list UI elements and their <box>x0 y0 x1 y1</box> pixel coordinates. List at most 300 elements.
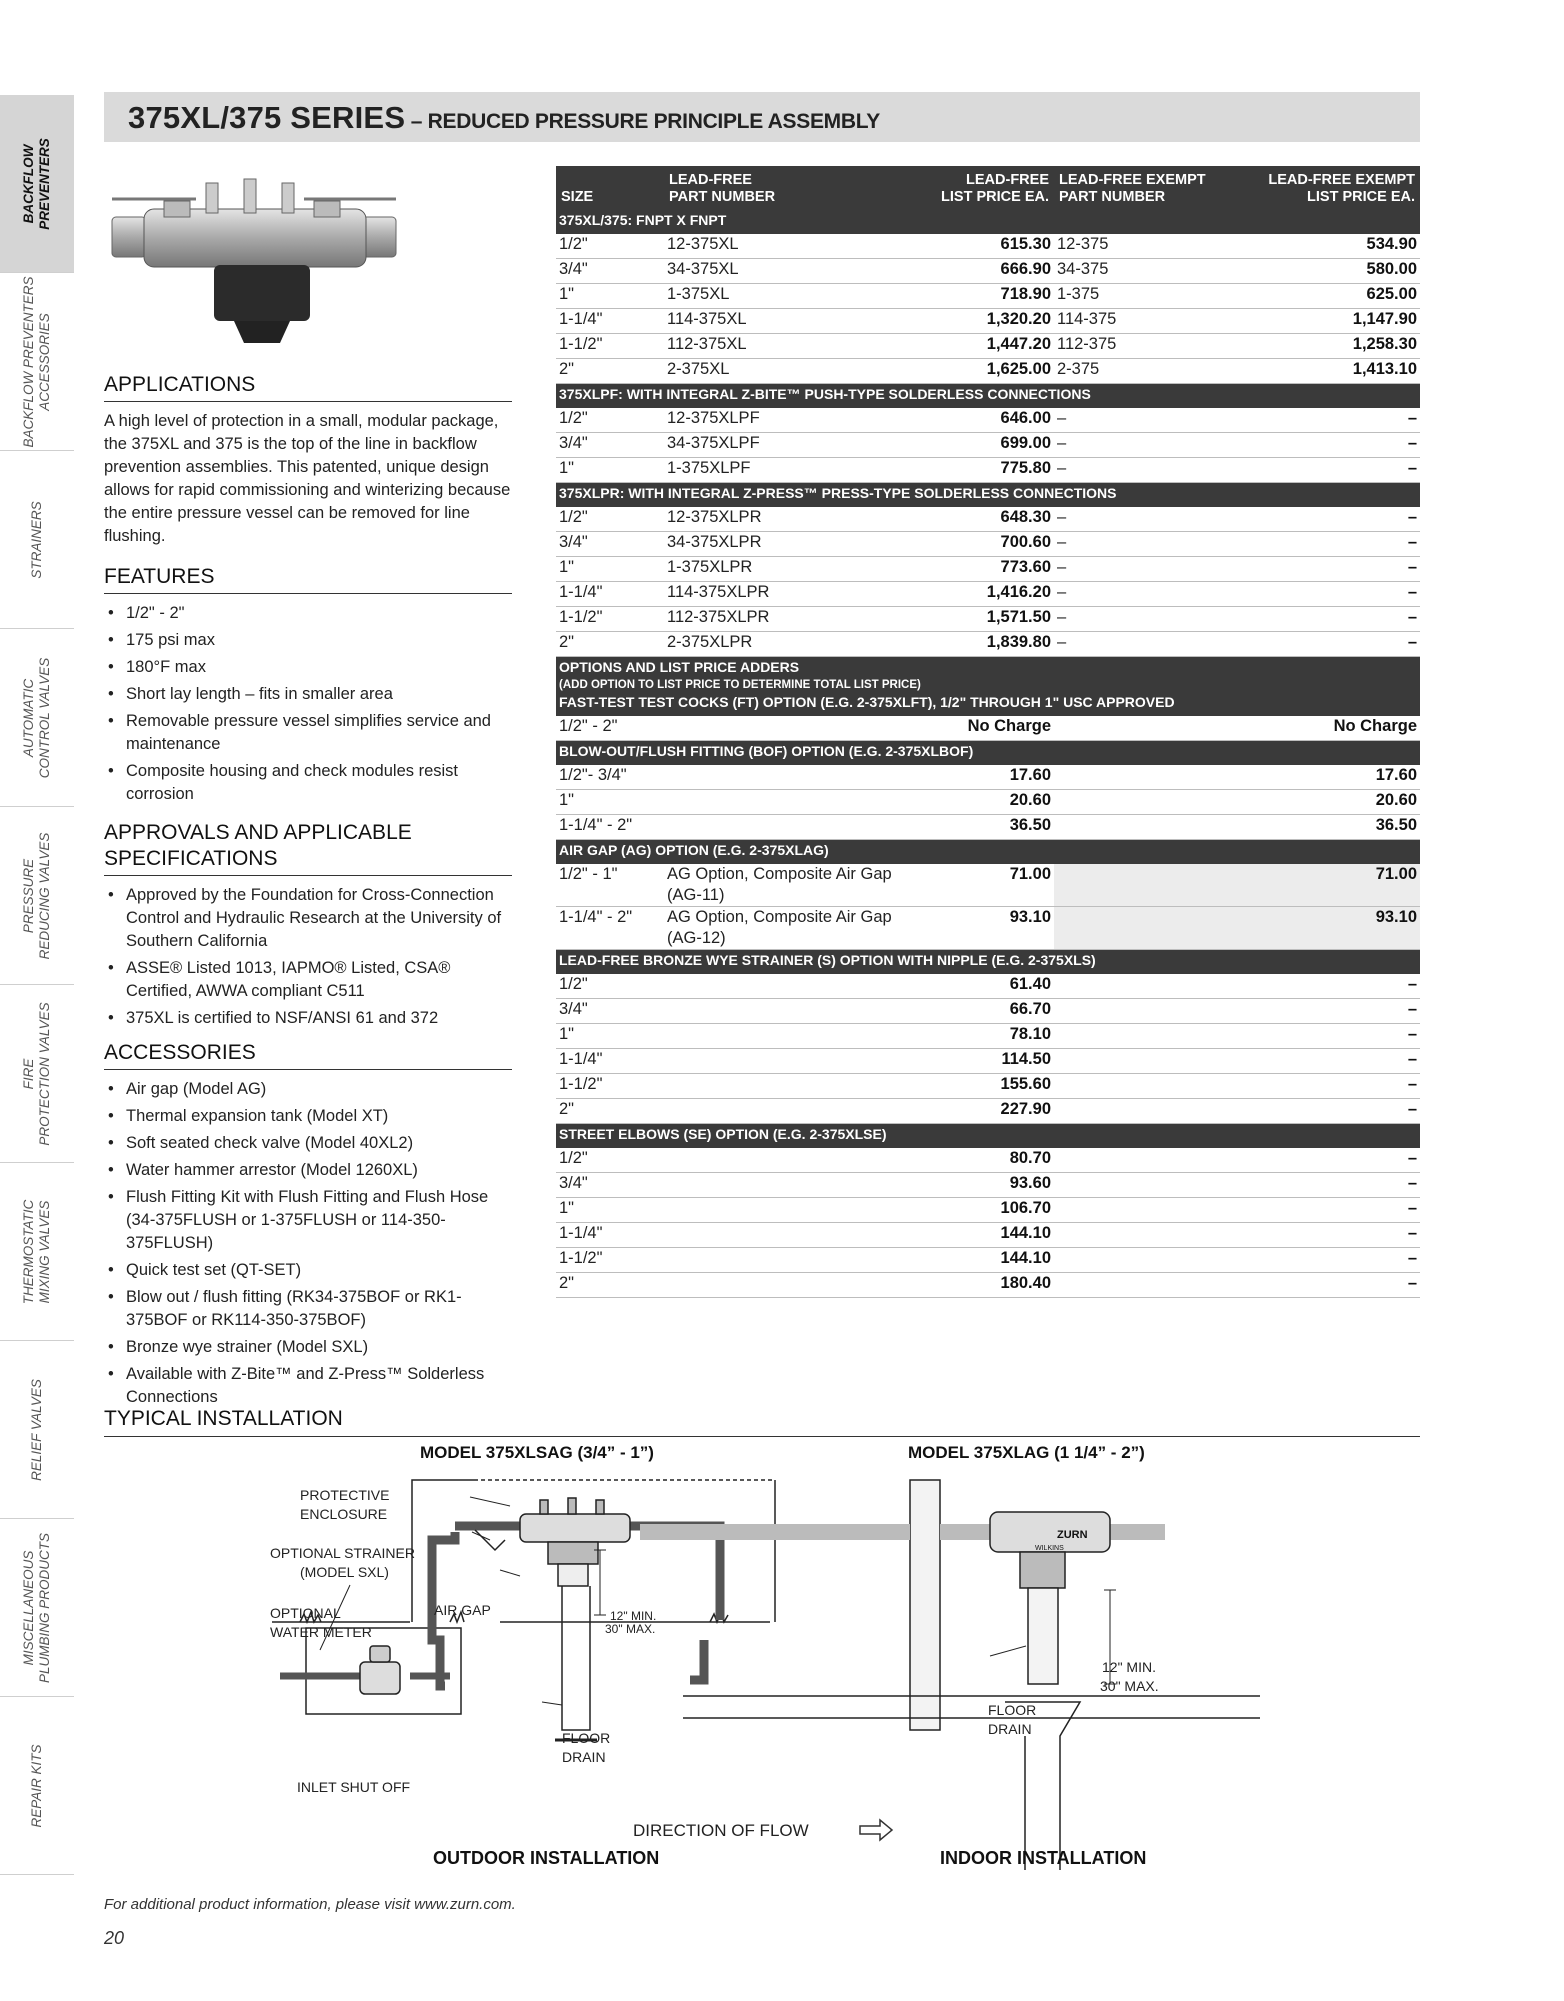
exempt-part-cell: 112-375 <box>1054 334 1224 359</box>
label-air-gap: AIR GAP <box>434 1602 491 1618</box>
feature-item: • 1/2" - 2" <box>104 602 512 625</box>
indoor-relief-valve-icon <box>1020 1552 1065 1588</box>
exempt-price-cell: – <box>1224 507 1420 532</box>
list-price-cell: 155.60 <box>914 1074 1054 1099</box>
option-description-cell <box>664 1099 914 1124</box>
section-title <box>556 950 1420 975</box>
section-title <box>556 384 1420 409</box>
part-number-cell: 112-375XL <box>664 334 914 359</box>
list-price-cell: 61.40 <box>914 974 1054 999</box>
blank-cell <box>1054 999 1224 1024</box>
indoor-air-gap-pipe <box>1028 1588 1058 1684</box>
size-cell: 1/2" <box>556 974 664 999</box>
size-cell: 1/2" <box>556 507 664 532</box>
exempt-price-cell: – <box>1224 433 1420 458</box>
option-row <box>556 765 1420 790</box>
size-cell: 1-1/2" <box>556 334 664 359</box>
accessory-item: • Thermal expansion tank (Model XT) <box>104 1105 512 1128</box>
size-cell: 1" <box>556 1024 664 1049</box>
part-number-cell: 34-375XLPR <box>664 532 914 557</box>
exempt-price-cell: – <box>1224 408 1420 433</box>
relief-valve-icon <box>548 1542 598 1564</box>
size-cell: 1" <box>556 458 664 483</box>
table-row <box>556 234 1420 259</box>
size-cell: 1-1/4" <box>556 1049 664 1074</box>
sidebar-label: THERMOSTATIC <box>21 1199 36 1304</box>
option-description-cell <box>664 1049 914 1074</box>
sidebar-label: PROTECTION VALVES <box>37 1001 52 1146</box>
sidebar-label: MIXING VALVES <box>37 1200 52 1303</box>
list-price-cell: 144.10 <box>914 1223 1054 1248</box>
features-list <box>104 602 512 810</box>
section-subtitle: (ADD OPTION TO LIST PRICE TO DETERMINE TOTAL LIST PRICE) <box>559 679 921 691</box>
list-price-cell: 80.70 <box>914 1148 1054 1173</box>
label-strainer: OPTIONAL STRAINER <box>270 1545 415 1561</box>
sidebar-item-misc-plumbing[interactable] <box>0 1519 74 1697</box>
feature-item: • 180°F max <box>104 656 512 679</box>
exempt-price-cell: 580.00 <box>1224 259 1420 284</box>
section-header-row <box>556 692 1420 716</box>
exempt-part-cell: – <box>1054 458 1224 483</box>
sidebar-item-thermostatic-mixing-valves[interactable] <box>0 1163 74 1341</box>
sidebar-item-pressure-reducing-valves[interactable] <box>0 807 74 985</box>
option-row <box>556 1148 1420 1173</box>
part-number-cell: 114-375XL <box>664 309 914 334</box>
option-row <box>556 815 1420 840</box>
section-header-row <box>556 210 1420 234</box>
blank-cell <box>1054 1223 1224 1248</box>
water-meter-icon <box>360 1662 400 1694</box>
option-row <box>556 1223 1420 1248</box>
indoor-label-drain: DRAIN <box>988 1721 1032 1737</box>
exempt-price-cell: – <box>1224 582 1420 607</box>
blank-cell <box>1054 1273 1224 1298</box>
list-price-cell: 700.60 <box>914 532 1054 557</box>
size-cell: 3/4" <box>556 999 664 1024</box>
exempt-price-cell: – <box>1224 1248 1420 1273</box>
accessories-title: ACCESSORIES <box>104 1040 512 1070</box>
table-header-row <box>556 166 1420 210</box>
option-row <box>556 1198 1420 1223</box>
blank-cell <box>1054 716 1224 741</box>
exempt-price-cell: 17.60 <box>1224 765 1420 790</box>
table-row <box>556 582 1420 607</box>
approval-item: • Approved by the Foundation for Cross-Connection Control and Hydraulic Research at the University of Southern California <box>104 884 512 953</box>
list-price-cell: 20.60 <box>914 790 1054 815</box>
leader-line <box>500 1570 520 1576</box>
section-title <box>556 741 1420 766</box>
option-row <box>556 864 1420 907</box>
accessory-item: • Quick test set (QT-SET) <box>104 1259 512 1282</box>
exempt-price-cell: 534.90 <box>1224 234 1420 259</box>
table-row <box>556 433 1420 458</box>
exempt-price-cell: – <box>1224 1074 1420 1099</box>
list-price-cell: 1,625.00 <box>914 359 1054 384</box>
option-description-cell <box>664 1074 914 1099</box>
exempt-part-cell: 34-375 <box>1054 259 1224 284</box>
label-max: 30" MAX. <box>605 1622 656 1636</box>
list-price-cell: 78.10 <box>914 1024 1054 1049</box>
feature-item: • Short lay length – fits in smaller area <box>104 683 512 706</box>
list-price-cell: 1,416.20 <box>914 582 1054 607</box>
option-row <box>556 790 1420 815</box>
section-title-text: FAST-TEST TEST COCKS (FT) OPTION (E.G. 2-375XLFT), 1/2" THROUGH 1" USC APPROVED <box>559 694 1175 710</box>
section-title-text: LEAD-FREE BRONZE WYE STRAINER (S) OPTION WITH NIPPLE (E.G. 2-375XLS) <box>559 952 1096 968</box>
section-title <box>556 840 1420 865</box>
list-price-cell: 718.90 <box>914 284 1054 309</box>
section-header-row <box>556 1124 1420 1149</box>
sidebar-item-backflow-preventers[interactable] <box>0 95 74 273</box>
accessory-item: • Bronze wye strainer (Model SXL) <box>104 1336 512 1359</box>
header-price <box>914 166 1054 210</box>
header-exempt-part <box>1054 166 1224 210</box>
indoor-label-max: 30" MAX. <box>1100 1678 1159 1694</box>
list-price-cell: 17.60 <box>914 765 1054 790</box>
list-price-cell: 666.90 <box>914 259 1054 284</box>
option-row <box>556 1273 1420 1298</box>
sidebar-label: FIRE <box>21 1058 36 1089</box>
water-meter-icon <box>370 1646 390 1662</box>
option-description-cell <box>664 765 914 790</box>
exempt-price-cell: 93.10 <box>1224 907 1420 950</box>
header-line: PART NUMBER <box>1059 189 1166 205</box>
header-line: PART NUMBER <box>669 189 776 205</box>
size-cell: 2" <box>556 359 664 384</box>
list-price-cell: 66.70 <box>914 999 1054 1024</box>
list-price-cell: 144.10 <box>914 1248 1054 1273</box>
list-price-cell: 775.80 <box>914 458 1054 483</box>
option-row <box>556 1024 1420 1049</box>
accessory-item: • Soft seated check valve (Model 40XL2) <box>104 1132 512 1155</box>
indoor-installation-caption: INDOOR INSTALLATION <box>940 1848 1147 1868</box>
section-header-row <box>556 384 1420 409</box>
list-price-cell: No Charge <box>914 716 1054 741</box>
blank-cell <box>1054 907 1224 950</box>
installation-diagram <box>270 1440 1300 1880</box>
label-drain: DRAIN <box>562 1749 606 1765</box>
exempt-price-cell: – <box>1224 632 1420 657</box>
exempt-part-cell: 1-375 <box>1054 284 1224 309</box>
section-title <box>556 1124 1420 1149</box>
size-cell: 1-1/4" <box>556 582 664 607</box>
exempt-part-cell: – <box>1054 408 1224 433</box>
blank-cell <box>1054 1248 1224 1273</box>
part-number-cell: 1-375XLPF <box>664 458 914 483</box>
list-price-cell: 773.60 <box>914 557 1054 582</box>
series-name: 375XL/375 SERIES <box>128 100 406 135</box>
list-price-cell: 1,839.80 <box>914 632 1054 657</box>
size-cell: 1" <box>556 1198 664 1223</box>
list-price-cell: 227.90 <box>914 1099 1054 1124</box>
sidebar-label: REPAIR KITS <box>29 1743 44 1828</box>
direction-of-flow-label: DIRECTION OF FLOW <box>633 1821 809 1840</box>
section-title <box>556 210 1420 234</box>
sidebar-label: PREVENTERS <box>37 137 52 230</box>
blank-cell <box>1054 1148 1224 1173</box>
list-price-cell: 648.30 <box>914 507 1054 532</box>
header-line: LEAD-FREE EXEMPT <box>1059 172 1206 188</box>
approvals-list <box>104 884 512 1034</box>
outdoor-model-title: MODEL 375XLSAG (3/4” - 1”) <box>420 1443 654 1462</box>
section-header-row <box>556 840 1420 865</box>
section-header-row <box>556 950 1420 975</box>
drain-pipe <box>562 1586 590 1730</box>
exempt-price-cell: – <box>1224 458 1420 483</box>
table-row <box>556 532 1420 557</box>
page-title <box>128 100 880 136</box>
section-header-row <box>556 483 1420 508</box>
option-description-cell <box>664 974 914 999</box>
list-price-cell: 106.70 <box>914 1198 1054 1223</box>
blank-cell <box>1054 1024 1224 1049</box>
option-row <box>556 974 1420 999</box>
size-cell: 1-1/4" - 2" <box>556 815 664 840</box>
option-description-cell: AG Option, Composite Air Gap (AG-12) <box>664 907 914 950</box>
leader-line <box>470 1497 510 1506</box>
exempt-part-cell: – <box>1054 557 1224 582</box>
exempt-price-cell: – <box>1224 1273 1420 1298</box>
valve-model-label: WILKINS <box>1035 1545 1064 1552</box>
size-cell: 3/4" <box>556 532 664 557</box>
footer-note: For additional product information, please visit www.zurn.com. <box>104 1896 516 1913</box>
table-row <box>556 507 1420 532</box>
option-row <box>556 999 1420 1024</box>
exempt-price-cell: – <box>1224 557 1420 582</box>
section-title-text: STREET ELBOWS (SE) OPTION (E.G. 2-375XLSE) <box>559 1126 887 1142</box>
sidebar-label: PLUMBING PRODUCTS <box>37 1532 52 1683</box>
table-row <box>556 259 1420 284</box>
air-gap-icon <box>558 1564 588 1586</box>
size-cell: 3/4" <box>556 259 664 284</box>
list-price-cell: 699.00 <box>914 433 1054 458</box>
exempt-part-cell: – <box>1054 433 1224 458</box>
blank-cell <box>1054 1099 1224 1124</box>
part-number-cell: 1-375XLPR <box>664 557 914 582</box>
exempt-price-cell: – <box>1224 1148 1420 1173</box>
sidebar-label: BACKFLOW PREVENTERS <box>21 275 36 448</box>
accessory-item: • Available with Z-Bite™ and Z-Press™ Solderless Connections <box>104 1363 512 1409</box>
exempt-part-cell: – <box>1054 532 1224 557</box>
table-row <box>556 557 1420 582</box>
section-title-text: OPTIONS AND LIST PRICE ADDERS <box>559 659 800 675</box>
size-cell: 1-1/2" <box>556 1074 664 1099</box>
section-title <box>556 657 1420 693</box>
part-number-cell: 2-375XL <box>664 359 914 384</box>
product-photo <box>104 165 404 355</box>
list-price-cell: 1,447.20 <box>914 334 1054 359</box>
label-meter: WATER METER <box>270 1624 372 1640</box>
part-number-cell: 12-375XLPR <box>664 507 914 532</box>
blank-cell <box>1054 1173 1224 1198</box>
size-cell: 1/2" <box>556 234 664 259</box>
size-cell: 1-1/2" <box>556 1248 664 1273</box>
size-cell: 1/2" <box>556 1148 664 1173</box>
blank-cell <box>1054 815 1224 840</box>
sidebar-label: REDUCING VALVES <box>37 832 52 959</box>
sidebar-item-relief-valves[interactable] <box>0 1341 74 1519</box>
header-exempt-price <box>1224 166 1420 210</box>
indoor-label-min: 12" MIN. <box>1102 1659 1156 1675</box>
label-protective: ENCLOSURE <box>300 1506 388 1522</box>
protective-enclosure <box>412 1480 474 1622</box>
exempt-price-cell: – <box>1224 1099 1420 1124</box>
list-price-cell: 114.50 <box>914 1049 1054 1074</box>
size-cell: 2" <box>556 1099 664 1124</box>
exempt-part-cell: – <box>1054 632 1224 657</box>
section-title-text: BLOW-OUT/FLUSH FITTING (BOF) OPTION (E.G. 2-375XLBOF) <box>559 743 974 759</box>
size-cell: 1/2" - 1" <box>556 864 664 907</box>
page-number: 20 <box>104 1928 125 1948</box>
exempt-part-cell: – <box>1054 607 1224 632</box>
size-cell: 1/2"- 3/4" <box>556 765 664 790</box>
exempt-price-cell: – <box>1224 1198 1420 1223</box>
part-number-cell: 34-375XLPF <box>664 433 914 458</box>
table-row <box>556 607 1420 632</box>
part-number-cell: 34-375XL <box>664 259 914 284</box>
header-line: LIST PRICE EA. <box>1307 189 1415 205</box>
exempt-price-cell: – <box>1224 1173 1420 1198</box>
option-row <box>556 1099 1420 1124</box>
series-subtitle: – REDUCED PRESSURE PRINCIPLE ASSEMBLY <box>405 110 881 133</box>
sidebar-item-backflow-accessories[interactable] <box>0 273 74 451</box>
exempt-price-cell: 1,147.90 <box>1224 309 1420 334</box>
blank-cell <box>1054 1074 1224 1099</box>
valve-brand-label: ZURN <box>1057 1529 1088 1541</box>
option-description-cell: AG Option, Composite Air Gap (AG-11) <box>664 864 914 907</box>
section-title-text: 375XLPR: WITH INTEGRAL Z-PRESS™ PRESS-TYPE SOLDERLESS CONNECTIONS <box>559 485 1117 501</box>
option-row <box>556 1049 1420 1074</box>
table-row <box>556 408 1420 433</box>
exempt-price-cell: – <box>1224 1223 1420 1248</box>
exempt-part-cell: – <box>1054 582 1224 607</box>
sidebar-label: PRESSURE <box>21 858 36 933</box>
option-description-cell <box>664 815 914 840</box>
label-floor: FLOOR <box>562 1730 611 1746</box>
option-description-cell <box>664 999 914 1024</box>
size-cell: 1/2" <box>556 408 664 433</box>
wall <box>910 1480 940 1730</box>
blank-cell <box>1054 864 1224 907</box>
list-price-cell: 1,571.50 <box>914 607 1054 632</box>
approvals-title: APPROVALS AND APPLICABLE SPECIFICATIONS <box>104 820 512 876</box>
section-header-row <box>556 657 1420 693</box>
installation-title: TYPICAL INSTALLATION <box>104 1406 1420 1437</box>
indoor-label-floor: FLOOR <box>988 1702 1037 1718</box>
exempt-price-cell: 20.60 <box>1224 790 1420 815</box>
blank-cell <box>1054 790 1224 815</box>
sidebar-label: STRAINERS <box>29 500 44 579</box>
leader-line <box>472 1532 490 1540</box>
option-description-cell <box>664 1223 914 1248</box>
size-cell: 1" <box>556 284 664 309</box>
option-row <box>556 1074 1420 1099</box>
exempt-price-cell: – <box>1224 974 1420 999</box>
sidebar-item-automatic-control-valves[interactable] <box>0 629 74 807</box>
header-line: LEAD-FREE EXEMPT <box>1268 172 1415 188</box>
price-table <box>556 166 1420 1298</box>
accessory-item: • Water hammer arrestor (Model 1260XL) <box>104 1159 512 1182</box>
option-row <box>556 907 1420 950</box>
size-cell: 2" <box>556 1273 664 1298</box>
size-cell: 1-1/2" <box>556 607 664 632</box>
exempt-price-cell: 36.50 <box>1224 815 1420 840</box>
feature-item: • Removable pressure vessel simplifies service and maintenance <box>104 710 512 756</box>
label-min: 12" MIN. <box>610 1609 657 1623</box>
option-description-cell <box>664 790 914 815</box>
applications-title: APPLICATIONS <box>104 372 512 402</box>
sidebar-label: RELIEF VALVES <box>29 1378 44 1481</box>
applications-text: A high level of protection in a small, modular package, the 375XL and 375 is the top of the line in backflow prevention assemblies. This patented, unique design allows for rapid commissioning and winterizing because the entire pressure vessel can be removed for line flushing. <box>104 412 511 545</box>
exempt-price-cell: No Charge <box>1224 716 1420 741</box>
list-price-cell: 36.50 <box>914 815 1054 840</box>
sidebar-label: MISCELLANEOUS <box>21 1550 36 1665</box>
part-number-cell: 112-375XLPR <box>664 607 914 632</box>
part-number-cell: 12-375XLPF <box>664 408 914 433</box>
size-cell: 3/4" <box>556 1173 664 1198</box>
table-row <box>556 359 1420 384</box>
list-price-cell: 646.00 <box>914 408 1054 433</box>
price-table-body <box>556 210 1420 1298</box>
part-number-cell: 2-375XLPR <box>664 632 914 657</box>
option-row <box>556 1173 1420 1198</box>
sidebar-item-fire-protection-valves[interactable] <box>0 985 74 1163</box>
sidebar-item-repair-kits[interactable] <box>0 1697 74 1875</box>
table-row <box>556 632 1420 657</box>
exempt-price-cell: – <box>1224 999 1420 1024</box>
leader-line <box>542 1702 562 1705</box>
exempt-part-cell: – <box>1054 507 1224 532</box>
exempt-part-cell: 2-375 <box>1054 359 1224 384</box>
list-price-cell: 180.40 <box>914 1273 1054 1298</box>
option-description-cell <box>664 1173 914 1198</box>
option-row <box>556 1248 1420 1273</box>
part-number-cell: 12-375XL <box>664 234 914 259</box>
size-cell: 3/4" <box>556 433 664 458</box>
section-title-text: AIR GAP (AG) OPTION (E.G. 2-375XLAG) <box>559 842 829 858</box>
part-number-cell: 1-375XL <box>664 284 914 309</box>
exempt-price-cell: – <box>1224 607 1420 632</box>
label-inlet-shutoff: INLET SHUT OFF <box>297 1779 411 1795</box>
exempt-price-cell: 1,413.10 <box>1224 359 1420 384</box>
sidebar-label: AUTOMATIC <box>21 678 36 757</box>
accessory-item: • Blow out / flush fitting (RK34-375BOF or RK1-375BOF or RK114-350-375BOF) <box>104 1286 512 1332</box>
option-description-cell <box>664 1248 914 1273</box>
table-row <box>556 334 1420 359</box>
outdoor-installation-caption: OUTDOOR INSTALLATION <box>433 1848 660 1868</box>
exempt-price-cell: 1,258.30 <box>1224 334 1420 359</box>
sidebar-item-strainers[interactable] <box>0 451 74 629</box>
size-cell: 1-1/4" <box>556 1223 664 1248</box>
sidebar-label: ACCESSORIES <box>37 312 52 411</box>
label-protective: PROTECTIVE <box>300 1487 390 1503</box>
blank-cell <box>1054 1198 1224 1223</box>
exempt-price-cell: – <box>1224 1024 1420 1049</box>
list-price-cell: 615.30 <box>914 234 1054 259</box>
outlet-pipe <box>690 1640 704 1680</box>
list-price-cell: 93.10 <box>914 907 1054 950</box>
option-description-cell <box>664 716 914 741</box>
option-description-cell <box>664 1148 914 1173</box>
approval-item: • 375XL is certified to NSF/ANSI 61 and 372 <box>104 1007 512 1030</box>
accessory-item: • Flush Fitting Kit with Flush Fitting and Flush Hose (34-375FLUSH or 1-375FLUSH or 114-350-375FLUSH) <box>104 1186 512 1255</box>
header-line: LEAD-FREE <box>966 172 1049 188</box>
header-size: SIZE <box>556 166 664 210</box>
option-row <box>556 716 1420 741</box>
table-row <box>556 458 1420 483</box>
option-description-cell <box>664 1198 914 1223</box>
exempt-price-cell: 71.00 <box>1224 864 1420 907</box>
list-price-cell: 1,320.20 <box>914 309 1054 334</box>
